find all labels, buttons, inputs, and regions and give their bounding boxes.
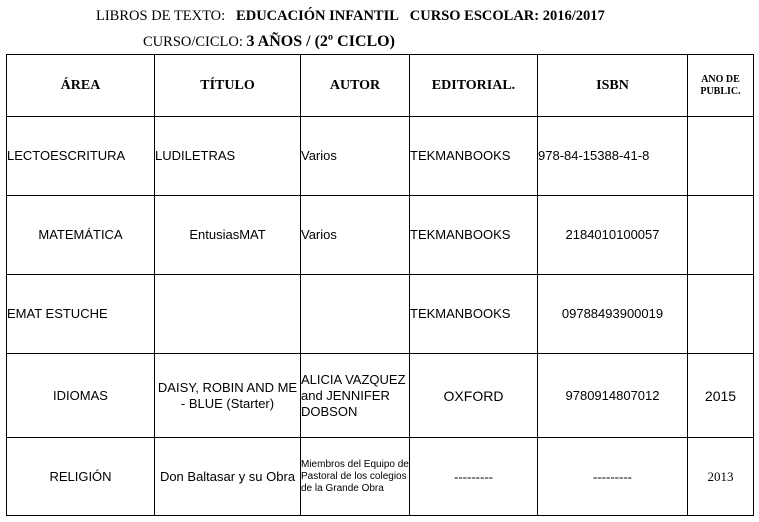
col-header-titulo: TÍTULO xyxy=(155,55,301,117)
cell-autor: Miembros del Equipo de Pastoral de los colegios de la Grande Obra xyxy=(301,438,410,516)
col-header-area: ÁREA xyxy=(7,55,155,117)
cell-isbn: 2184010100057 xyxy=(538,196,688,275)
cell-ano xyxy=(688,275,754,354)
cell-ano xyxy=(688,196,754,275)
cell-editorial: TEKMANBOOKS xyxy=(410,196,538,275)
cell-area: LECTOESCRITURA xyxy=(7,117,155,196)
course-value: 3 AÑOS / (2º CICLO) xyxy=(246,33,395,50)
title-year: CURSO ESCOLAR: 2016/2017 xyxy=(409,8,605,24)
course-label: CURSO/CICLO: xyxy=(143,34,243,50)
table-row xyxy=(7,438,754,516)
cell-area: RELIGIÓN xyxy=(7,438,155,516)
course-line xyxy=(143,33,395,51)
cell-autor: Varios xyxy=(301,117,410,196)
cell-titulo xyxy=(155,275,301,354)
cell-isbn: 978-84-15388-41-8 xyxy=(538,117,688,196)
cell-ano xyxy=(688,117,754,196)
cell-autor: Varios xyxy=(301,196,410,275)
cell-isbn: --------- xyxy=(538,438,688,516)
col-header-isbn: ISBN xyxy=(538,55,688,117)
cell-area: EMAT ESTUCHE xyxy=(7,275,155,354)
table-row xyxy=(7,196,754,275)
cell-titulo: DAISY, ROBIN AND ME - BLUE (Starter) xyxy=(155,354,301,438)
table-header-row xyxy=(7,55,754,117)
table-row xyxy=(7,275,754,354)
cell-editorial: TEKMANBOOKS xyxy=(410,275,538,354)
textbook-table xyxy=(6,54,754,516)
cell-isbn: 09788493900019 xyxy=(538,275,688,354)
table-row xyxy=(7,117,754,196)
col-header-editorial: EDITORIAL. xyxy=(410,55,538,117)
cell-editorial: OXFORD xyxy=(410,354,538,438)
cell-ano: 2013 xyxy=(688,438,754,516)
cell-editorial: --------- xyxy=(410,438,538,516)
cell-autor xyxy=(301,275,410,354)
col-header-autor: AUTOR xyxy=(301,55,410,117)
cell-ano: 2015 xyxy=(688,354,754,438)
cell-titulo: LUDILETRAS xyxy=(155,117,301,196)
title-level: EDUCACIÓN INFANTIL xyxy=(236,8,399,24)
cell-autor: ALICIA VAZQUEZ and JENNIFER DOBSON xyxy=(301,354,410,438)
document-title xyxy=(96,8,605,25)
cell-area: IDIOMAS xyxy=(7,354,155,438)
cell-editorial: TEKMANBOOKS xyxy=(410,117,538,196)
cell-isbn: 9780914807012 xyxy=(538,354,688,438)
title-label: LIBROS DE TEXTO: xyxy=(96,8,226,24)
col-header-ano: ANO DE PUBLIC. xyxy=(688,55,754,117)
table-row xyxy=(7,354,754,438)
cell-titulo: Don Baltasar y su Obra xyxy=(155,438,301,516)
cell-titulo: EntusiasMAT xyxy=(155,196,301,275)
cell-area: MATEMÁTICA xyxy=(7,196,155,275)
